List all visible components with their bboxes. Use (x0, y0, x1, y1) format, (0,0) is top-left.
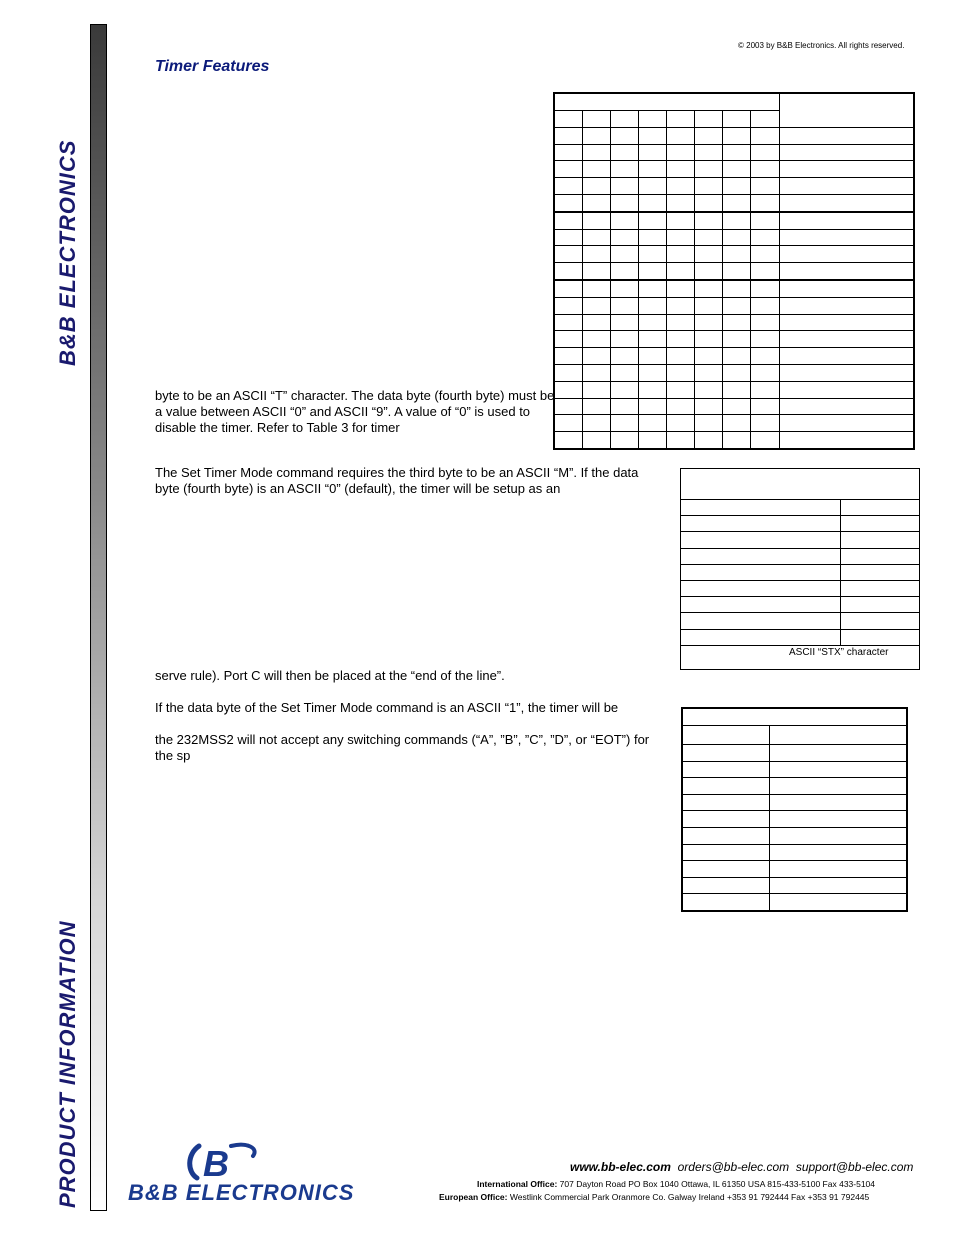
table-footnote: ASCII “STX” character (789, 646, 889, 658)
table-cell (723, 111, 751, 128)
sidebar-bar (90, 24, 107, 1211)
table-row (681, 500, 920, 516)
table-cell (554, 111, 583, 128)
table-row (681, 580, 920, 596)
table-row (554, 381, 914, 398)
table-row (554, 246, 914, 263)
table-row (682, 894, 907, 911)
table-cell (611, 111, 639, 128)
table-row (682, 794, 907, 811)
table-row (681, 548, 920, 564)
table-row (682, 726, 907, 745)
table-row (554, 212, 914, 229)
table-row (681, 564, 920, 580)
company-logo (128, 1140, 378, 1210)
copyright-notice: © 2003 by B&B Electronics. All rights reserved. (738, 41, 905, 50)
website-link[interactable]: www.bb-elec.com (570, 1160, 671, 1174)
table-row (682, 761, 907, 778)
footer-contact (570, 1160, 913, 1174)
table-row (554, 364, 914, 381)
table-row (554, 432, 914, 449)
table-row (682, 844, 907, 861)
table-cell (779, 93, 914, 127)
page-title: Timer Features (155, 58, 270, 75)
table-row (554, 314, 914, 331)
table-row (554, 144, 914, 161)
sidebar-section-text: PRODUCT INFORMATION (55, 920, 80, 1208)
table-row (682, 778, 907, 795)
orders-email-link[interactable]: orders@bb-elec.com (677, 1160, 790, 1174)
table-row (682, 827, 907, 844)
table-row (682, 877, 907, 894)
intl-office-address: 707 Dayton Road PO Box 1040 Ottawa, IL 61350 USA 815-433-5100 Fax 433-5104 (559, 1179, 876, 1189)
paragraph-timer-value: byte to be an ASCII “T” character. The data byte (fourth byte) must be a value between ASCII “0” and ASCII “9”. A value of “0” is used to disable the timer. Refer to Table 3 for timer (155, 388, 555, 435)
table-row (554, 263, 914, 280)
table-row (681, 516, 920, 532)
table-row (554, 331, 914, 348)
table-row (681, 613, 920, 629)
sidebar-brand-text: B&B ELECTRONICS (55, 139, 80, 366)
table-row (681, 532, 920, 548)
paragraph-mode-one: If the data byte of the Set Timer Mode command is an ASCII “1”, the timer will be (155, 700, 619, 715)
euro-office-label: European Office: (439, 1192, 508, 1202)
table-row (682, 861, 907, 878)
support-email-link[interactable]: support@bb-elec.com (795, 1160, 914, 1174)
table-cell (682, 708, 907, 726)
table-row (554, 280, 914, 297)
table-cell (681, 469, 920, 500)
logo-wordmark: B&B ELECTRONICS (128, 1180, 355, 1205)
table-row (554, 415, 914, 432)
table-row (554, 194, 914, 211)
euro-office-address: Westlink Commercial Park Oranmore Co. Galway Ireland +353 91 792444 Fax +353 91 792445 (509, 1192, 870, 1202)
timer-value-table (680, 468, 920, 670)
table-row (554, 127, 914, 144)
table-cell (554, 93, 779, 111)
table-cell (695, 111, 723, 128)
table-row (682, 745, 907, 762)
table-row (554, 398, 914, 415)
table-row (554, 348, 914, 365)
table-cell (751, 111, 779, 128)
table-row (554, 297, 914, 314)
timer-mode-table (681, 707, 908, 912)
european-office (439, 1192, 869, 1202)
international-office (477, 1179, 875, 1189)
table-cell (639, 111, 667, 128)
bit-table (553, 92, 915, 450)
table-row (682, 811, 907, 828)
logo-mark-icon (183, 1140, 313, 1182)
intl-office-label: International Office: (477, 1179, 558, 1189)
table-row (681, 597, 920, 613)
table-row (681, 629, 920, 645)
table-row (554, 229, 914, 246)
table-row (554, 161, 914, 178)
table-cell (583, 111, 611, 128)
paragraph-switching: the 232MSS2 will not accept any switching commands (“A”, ”B”, ”C”, ”D”, or “EOT”) for the sp (155, 732, 650, 763)
paragraph-timer-mode: The Set Timer Mode command requires the third byte to be an ASCII “M”. If the data byte (fourth byte) is an ASCII “0” (default), the timer will be setup as an (155, 465, 639, 496)
svg-text:B: B (203, 1143, 229, 1182)
table-row (681, 645, 920, 669)
table-cell (667, 111, 695, 128)
paragraph-port-c: serve rule). Port C will then be placed at the “end of the line”. (155, 668, 505, 683)
table-row (554, 178, 914, 195)
